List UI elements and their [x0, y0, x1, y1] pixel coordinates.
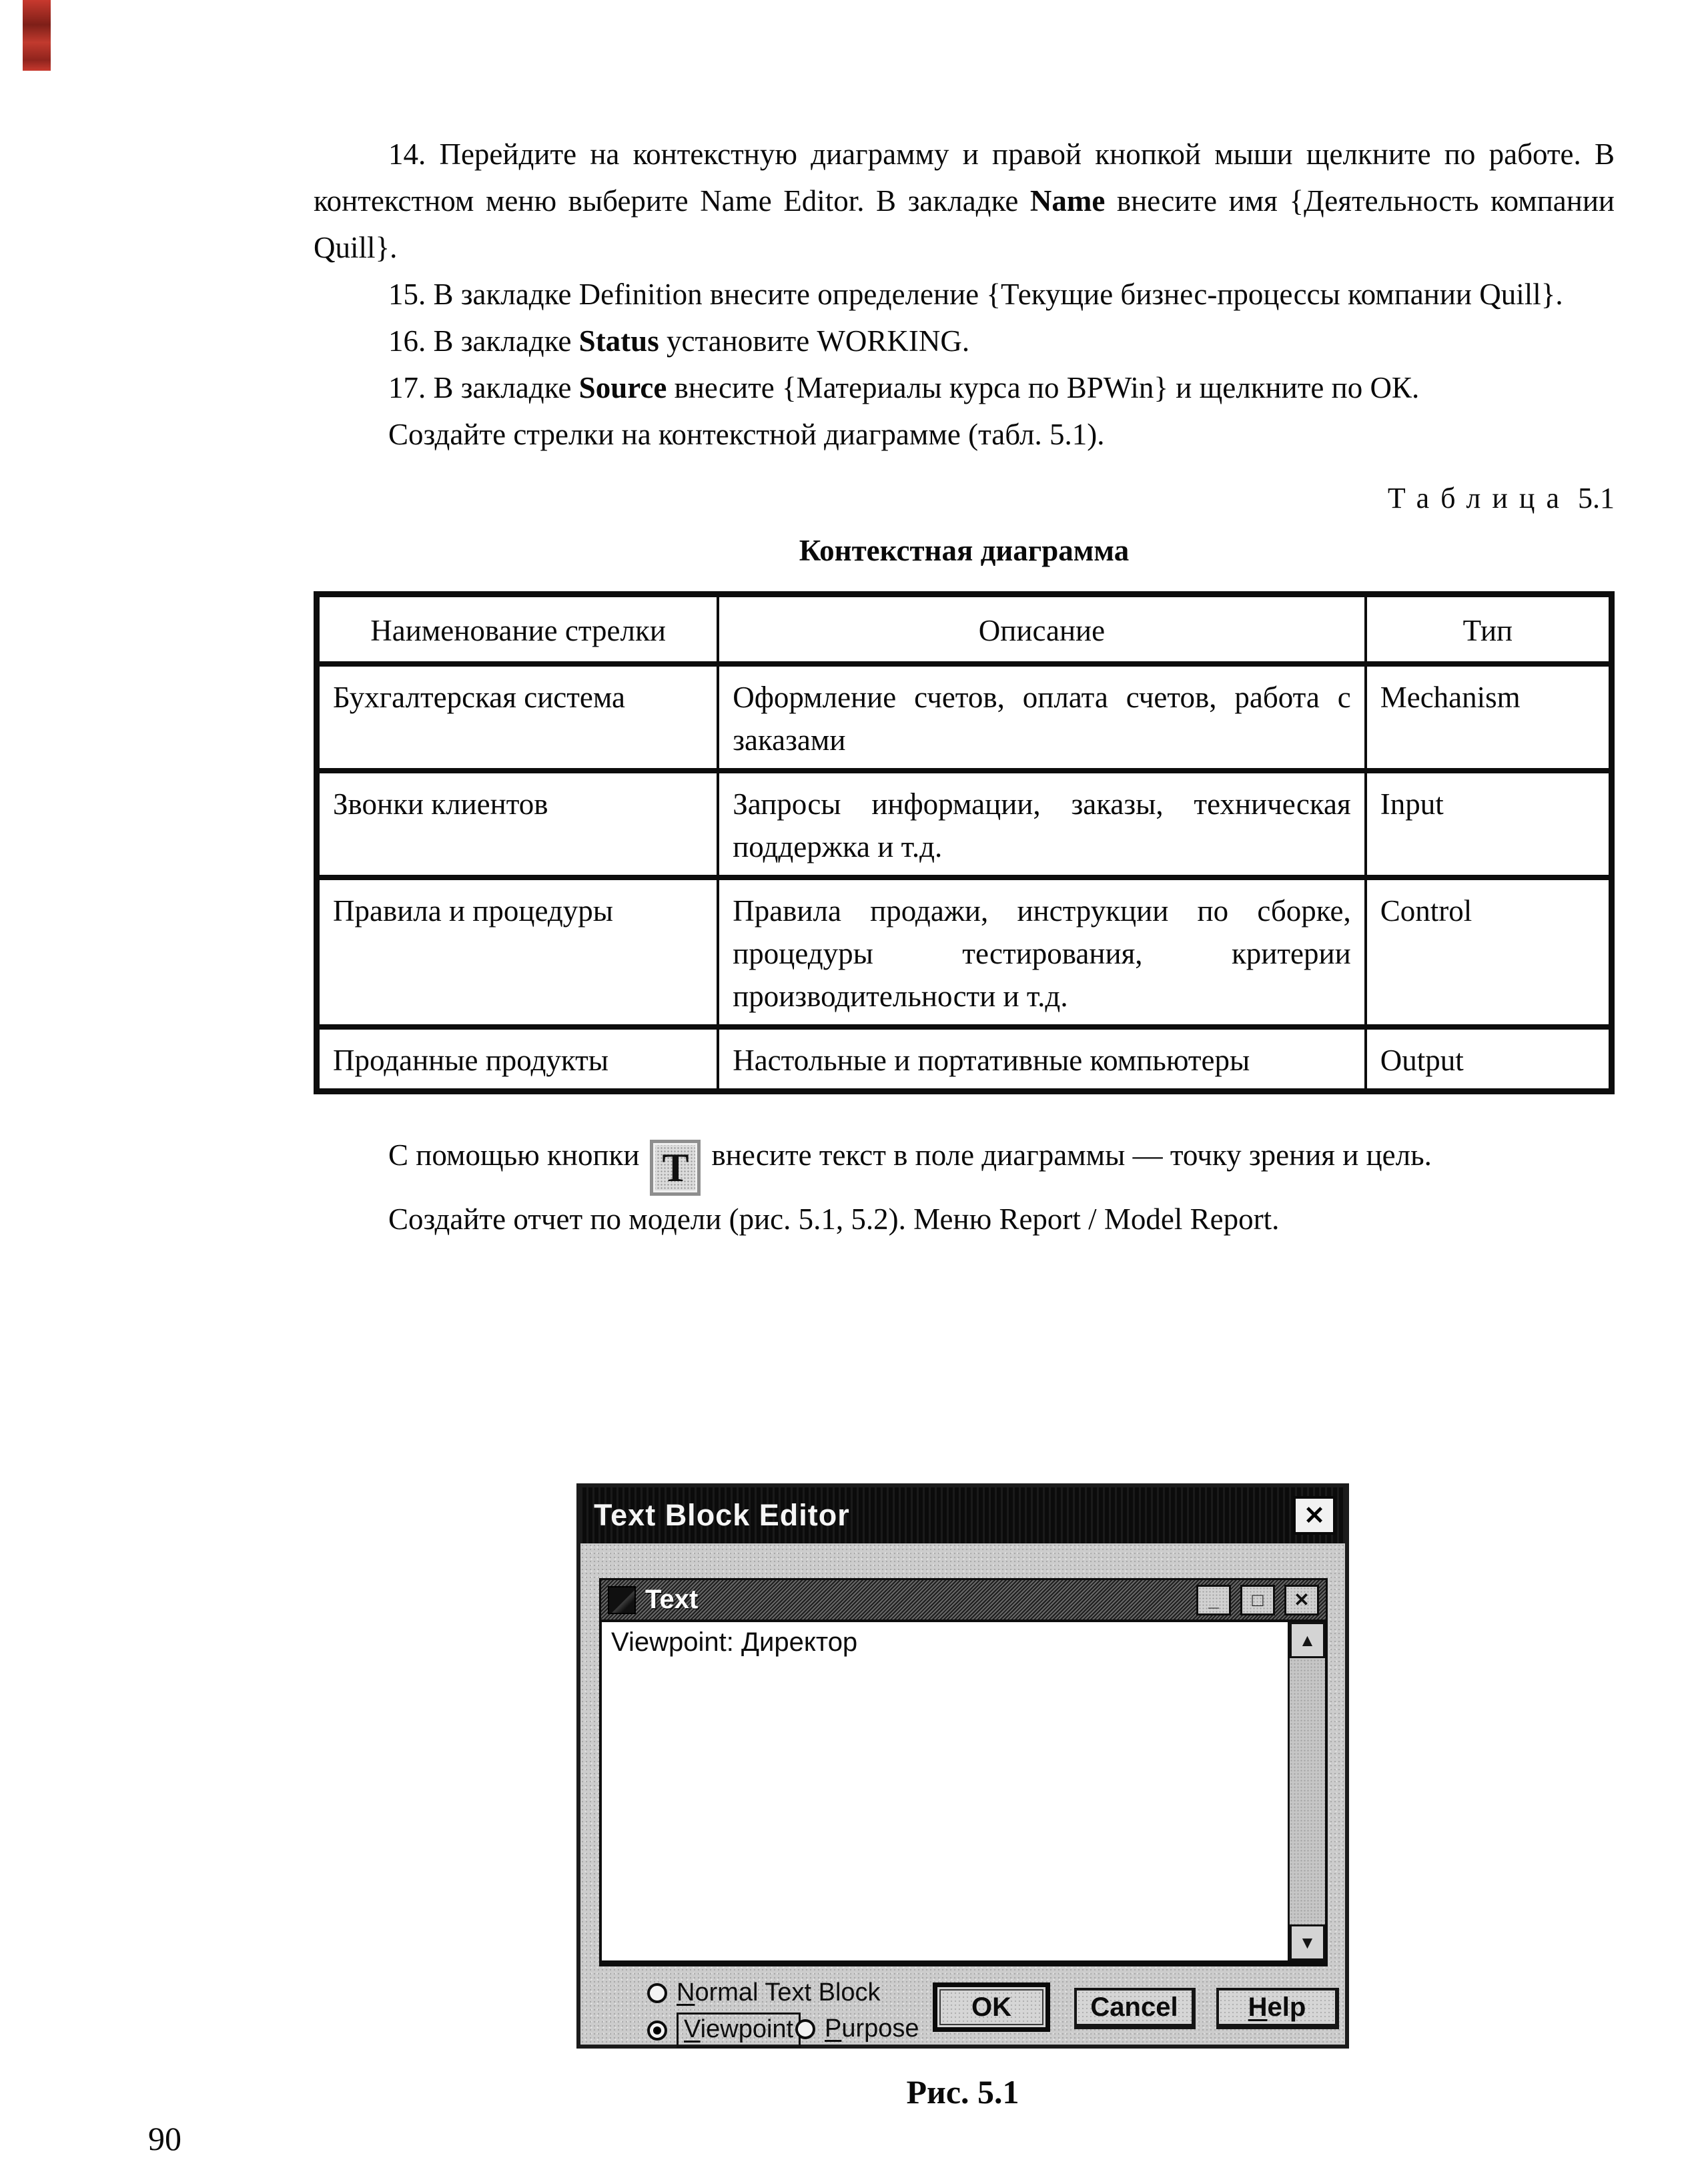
cancel-button[interactable]: Cancel: [1074, 1988, 1196, 2029]
scroll-down-icon[interactable]: ▼: [1290, 1924, 1325, 1960]
text-tool-button-icon: T: [650, 1140, 701, 1196]
radio-circle-icon[interactable]: [647, 1983, 667, 2003]
instruction-step-14: 14. Перейдите на контекстную диаграмму и правой кнопкой мыши щелкните по работе. В контекстном меню выберите Name Editor. В закладке Name внесите имя {Деятельность компании Quill}.: [314, 137, 1615, 264]
header-type: Тип: [1366, 595, 1612, 665]
table-header-row: [317, 595, 1612, 665]
dialog-title: Text Block Editor: [594, 1498, 850, 1532]
radio-label: Viewpoint: [677, 2013, 801, 2048]
scroll-up-icon[interactable]: ▲: [1290, 1622, 1325, 1658]
close-icon[interactable]: ✕: [1293, 1496, 1336, 1535]
table-number-label: Таблица 5.1: [1387, 482, 1615, 514]
instruction-step-16: 16. В закладке Status установите WORKING.: [388, 324, 970, 358]
radio-label: Normal Text Block: [677, 1978, 881, 2007]
radio-circle-icon[interactable]: [647, 2021, 667, 2041]
text-block-editor-dialog: [576, 1483, 1349, 2049]
page-number: 90: [148, 2120, 181, 2157]
table-row: Звонки клиентов Запросы информации, заказы, техническая поддержка и т.д. Input: [317, 771, 1612, 877]
header-description: Описание: [718, 595, 1366, 665]
child-window-titlebar[interactable]: [599, 1578, 1328, 1619]
radio-circle-icon[interactable]: [795, 2019, 815, 2039]
table-title: Контекстная диаграмма: [799, 534, 1130, 567]
dialog-titlebar[interactable]: [580, 1487, 1345, 1543]
figure-caption: Рис. 5.1: [906, 2073, 1019, 2111]
context-diagram-table: [314, 591, 1615, 1094]
viewpoint-text[interactable]: Viewpoint: Директор: [611, 1627, 858, 1657]
ok-button[interactable]: OK: [933, 1982, 1050, 2032]
help-button[interactable]: Help: [1216, 1988, 1339, 2029]
body-text-column: [314, 131, 1615, 1242]
text-block-edit-area[interactable]: [599, 1619, 1328, 1966]
scan-artifact-red-stripe: [23, 0, 51, 71]
radio-viewpoint[interactable]: [647, 2013, 801, 2048]
radio-normal-text-block[interactable]: [647, 1978, 881, 2007]
radio-label: Purpose: [825, 2015, 919, 2043]
text-tool-instruction: С помощью кнопки T внесите текст в поле диаграммы — точку зрения и цель.: [314, 1132, 1615, 1196]
vertical-scrollbar[interactable]: [1288, 1622, 1325, 1960]
header-arrow-name: Наименование стрелки: [317, 595, 719, 665]
radio-purpose[interactable]: [795, 2015, 919, 2043]
table-row: Бухгалтерская система Оформление счетов, оплата счетов, работа с заказами Mechanism: [317, 664, 1612, 771]
report-instruction: Создайте отчет по модели (рис. 5.1, 5.2). Меню Report / Model Report.: [388, 1202, 1280, 1236]
dialog-body: [580, 1543, 1345, 2045]
instruction-step-17: 17. В закладке Source внесите {Материалы курса по BPWin} и щелкните по ОК.: [388, 371, 1420, 404]
instruction-step-15: 15. В закладке Definition внесите определение {Текущие бизнес-процессы компании Quill}.: [388, 278, 1563, 311]
maximize-icon[interactable]: □: [1240, 1585, 1275, 1615]
table-row: Правила и процедуры Правила продажи, инструкции по сборке, процедуры тестирования, критерии производительности и т.д. Control: [317, 877, 1612, 1027]
text-window-icon: [608, 1586, 636, 1614]
child-window-title: Text: [645, 1585, 699, 1614]
minimize-icon[interactable]: _: [1196, 1585, 1231, 1615]
text-child-window: [599, 1578, 1328, 1966]
arrows-instruction: Создайте стрелки на контекстной диаграмме (табл. 5.1).: [388, 418, 1105, 451]
table-row: Проданные продукты Настольные и портативные компьютеры Output: [317, 1027, 1612, 1092]
close-icon[interactable]: ✕: [1284, 1585, 1319, 1615]
